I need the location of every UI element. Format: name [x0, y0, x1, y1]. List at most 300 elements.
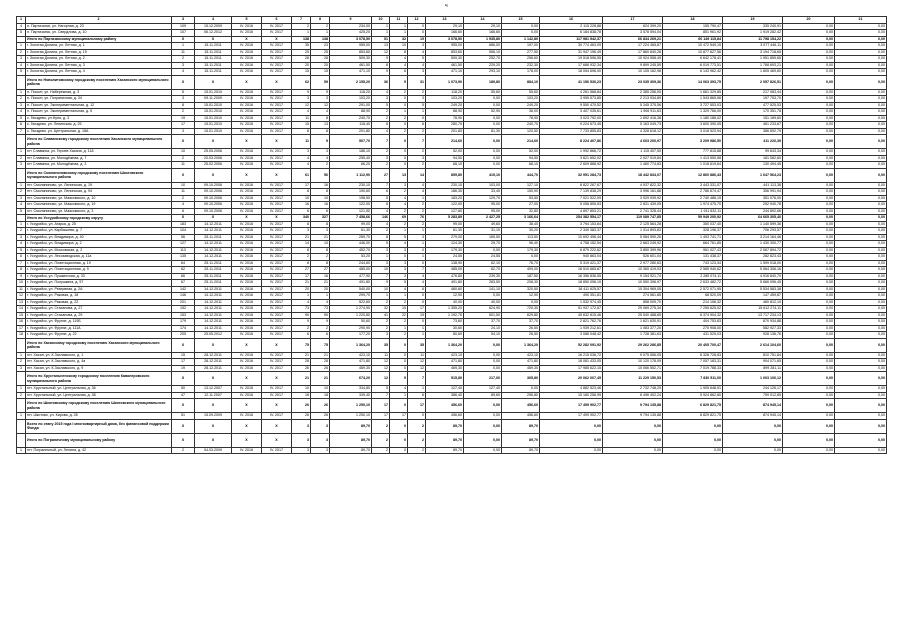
table-cell: 28: [311, 359, 330, 366]
table-cell: 2 427,25: [464, 215, 502, 222]
table-cell: 29,70: [464, 241, 502, 248]
table-cell: 20 062 007,45: [540, 372, 603, 386]
table-cell: X: [262, 168, 292, 182]
table-cell: 122,00: [426, 202, 464, 209]
table-cell: 49,60: [464, 221, 502, 228]
table-cell: 62: [292, 75, 311, 89]
table-cell: 6 374 904,32: [663, 312, 723, 319]
table-cell: X: [195, 372, 232, 386]
table-cell: 107: [172, 30, 195, 37]
address-cell: Всего по этапу 2015 года І многоквартирный дома, без финансовой поддержки Фонда: [26, 419, 172, 433]
table-cell: 94,50: [426, 155, 464, 162]
table-cell: 3: [408, 96, 426, 103]
table-cell: 16 356 836,55: [540, 273, 603, 280]
address-cell: с. Гвоздево, ул. Ленинская, д. 25: [26, 122, 172, 129]
table-cell: 15 612 274,11: [723, 306, 783, 313]
table-cell: 7 255 625,02: [663, 306, 723, 313]
table-cell: 0,00: [835, 109, 887, 116]
table-cell: 0,00: [502, 30, 540, 37]
table-cell: 274 561,85: [603, 293, 663, 300]
table-cell: 351 076,00: [723, 195, 783, 202]
table-cell: 0: [390, 135, 408, 149]
header-cell: 2: [26, 17, 172, 24]
table-cell: 2: [172, 56, 195, 63]
table-cell: IV. 2017: [262, 280, 292, 287]
address-cell: пгт. Хасан, ул. К.Заславского, д. 9: [26, 365, 172, 372]
table-cell: IV. 2017: [262, 254, 292, 261]
table-cell: 2: [292, 325, 311, 332]
table-cell: IV. 2017: [262, 319, 292, 326]
table-cell: 7 021 522,09: [540, 195, 603, 202]
table-cell: 99 643,34: [723, 149, 783, 156]
table-cell: 19: [408, 312, 426, 319]
table-cell: 0,00: [783, 433, 835, 447]
table-cell: [17, 168, 26, 182]
table-cell: 3: [292, 447, 311, 454]
table-cell: 99,00: [426, 221, 464, 228]
table-cell: 153: [172, 312, 195, 319]
table-cell: 16: [311, 182, 330, 189]
table-cell: IV. 2016: [232, 96, 262, 103]
address-cell: Итого по Пограничному муниципальному району: [26, 433, 172, 447]
table-cell: 1 805 469,60: [723, 69, 783, 76]
table-cell: IV. 2016: [232, 273, 262, 280]
table-cell: 170 351,78: [723, 109, 783, 116]
table-cell: 1 728 381,63: [603, 332, 663, 339]
table-cell: 15: [311, 69, 330, 76]
table-cell: IV. 2016: [232, 286, 262, 293]
table-cell: 24,55: [426, 254, 464, 261]
table-cell: IV. 2017: [262, 122, 292, 129]
table-cell: 327: [311, 215, 330, 222]
table-cell: X: [232, 36, 262, 43]
table-cell: 0,00: [783, 359, 835, 366]
table-cell: 0,00: [723, 419, 783, 433]
table-cell: 11: [372, 352, 390, 359]
table-cell: 51: [372, 36, 390, 43]
table-cell: 1 460 774,83: [603, 162, 663, 169]
table-cell: 4: [372, 89, 390, 96]
table-cell: 0,00: [783, 149, 835, 156]
table-cell: 10: [311, 241, 330, 248]
table-cell: 31,10: [464, 228, 502, 235]
table-cell: 0,00: [835, 247, 887, 254]
table-cell: IV. 2017: [262, 43, 292, 50]
table-cell: 624 399,20: [603, 23, 663, 30]
table-cell: 461,50: [426, 62, 464, 69]
table-cell: 2: [372, 447, 390, 454]
table-cell: 2 614 104,60: [723, 338, 783, 352]
table-cell: 356 991,94: [723, 189, 783, 196]
table-cell: 15.01.2010: [195, 102, 232, 109]
table-cell: X: [195, 338, 232, 352]
table-cell: IV. 2017: [262, 312, 292, 319]
table-cell: 4: [390, 286, 408, 293]
table-cell: 150,90: [502, 189, 540, 196]
table-cell: 1 661 329,85: [663, 89, 723, 96]
table-cell: 0,00: [783, 286, 835, 293]
table-cell: 6: [311, 332, 330, 339]
table-cell: 743 123,34: [663, 260, 723, 267]
table-cell: 10 550 396,97: [603, 280, 663, 287]
table-cell: 0,00: [783, 372, 835, 386]
address-cell: г. Уссурийск, ул. Плантационная, д. 19: [26, 260, 172, 267]
table-cell: 186,30: [426, 189, 464, 196]
table-cell: 2: [172, 195, 195, 202]
table-cell: 73: [311, 306, 330, 313]
table-cell: IV. 2017: [262, 149, 292, 156]
table-cell: 0,00: [783, 195, 835, 202]
table-cell: 1: [408, 386, 426, 393]
table-cell: 4: [17, 23, 26, 30]
address-cell: г. Уссурийск, ул. Агарка, д. 25: [26, 221, 172, 228]
table-cell: 9: [372, 69, 390, 76]
table-cell: 2: [408, 221, 426, 228]
table-cell: 18 442 834,07: [603, 168, 663, 182]
table-cell: 103,00: [464, 182, 502, 189]
address-cell: п. Посьет, ул. Экспериментальная, д. 5: [26, 109, 172, 116]
table-cell: 26: [292, 413, 311, 420]
table-cell: 0,00: [464, 96, 502, 103]
table-cell: IV. 2016: [232, 208, 262, 215]
table-cell: IV. 2017: [262, 182, 292, 189]
table-cell: 2: [408, 419, 426, 433]
table-cell: 0: [408, 247, 426, 254]
table-cell: 3: [408, 69, 426, 76]
table-cell: 3: [372, 332, 390, 339]
table-cell: 2: [390, 299, 408, 306]
table-cell: X: [232, 338, 262, 352]
table-cell: 25: [292, 49, 311, 56]
table-cell: 2: [17, 96, 26, 103]
table-cell: 1: [17, 89, 26, 96]
table-cell: 52,00: [502, 149, 540, 156]
table-cell: 2: [408, 433, 426, 447]
table-cell: 61,30: [426, 228, 464, 235]
table-cell: 485,00: [330, 267, 372, 274]
table-cell: 3: [172, 96, 195, 103]
table-cell: 350 037,40: [663, 221, 723, 228]
table-cell: 15.11.2011: [195, 69, 232, 76]
table-cell: 147 459,87: [723, 293, 783, 300]
table-cell: 0,00: [835, 182, 887, 189]
table-cell: 10 304 969,05: [603, 286, 663, 293]
table-cell: 17 499 902,77: [540, 399, 603, 413]
table-cell: 2: [17, 359, 26, 366]
table-cell: 0,00: [835, 325, 887, 332]
table-cell: 3 955 573,85: [540, 96, 603, 103]
table-cell: 21: [311, 352, 330, 359]
table-cell: 3: [390, 267, 408, 274]
table-cell: 27: [311, 267, 330, 274]
table-cell: 853,60: [330, 49, 372, 56]
table-cell: 17: [172, 359, 195, 366]
table-cell: 217 083,44: [723, 89, 783, 96]
table-cell: 60 149 115,84: [663, 36, 723, 43]
table-cell: 256,60: [502, 56, 540, 63]
address-cell: пгт Славянка, ул. Молодёжная, д. 7: [26, 155, 172, 162]
table-cell: 3 078,50: [330, 36, 372, 43]
table-cell: IV. 2016: [232, 413, 262, 420]
table-cell: 3 578 594,04: [603, 30, 663, 37]
table-cell: 0,00: [464, 413, 502, 420]
table-cell: 3: [17, 162, 26, 169]
table-cell: 8: [172, 102, 195, 109]
table-cell: 0,00: [835, 202, 887, 209]
address-cell: г. Уссурийск, ул. Фрунзе, д. 111А: [26, 325, 172, 332]
table-cell: 4 328 618,12: [603, 128, 663, 135]
table-cell: 15.11.2011: [195, 49, 232, 56]
table-cell: 0,00: [783, 280, 835, 287]
table-cell: 477,90: [330, 273, 372, 280]
table-cell: 201,80: [426, 128, 464, 135]
table-cell: 0,00: [464, 293, 502, 300]
table-cell: 339,40: [330, 392, 372, 399]
table-cell: 0,00: [783, 447, 835, 454]
table-cell: 09.10.2006: [195, 189, 232, 196]
table-cell: 26,50: [502, 332, 540, 339]
table-cell: 2: [408, 208, 426, 215]
table-cell: X: [232, 372, 262, 386]
table-cell: 15: [17, 312, 26, 319]
table-cell: 14.12.2011: [195, 293, 232, 300]
table-cell: 0,00: [835, 267, 887, 274]
table-cell: 19 518 596,55: [540, 56, 603, 63]
table-cell: 0,00: [783, 115, 835, 122]
table-cell: 0,00: [540, 433, 603, 447]
table-cell: 0,00: [835, 241, 887, 248]
table-cell: 0,00: [464, 338, 502, 352]
table-cell: 4 916 840,70: [723, 273, 783, 280]
table-cell: 15.12.2009: [195, 23, 232, 30]
table-cell: 3: [372, 247, 390, 254]
table-cell: X: [232, 135, 262, 149]
table-cell: 56: [311, 168, 330, 182]
table-cell: 4: [408, 280, 426, 287]
table-cell: 1 939 212,61: [540, 325, 603, 332]
table-cell: X: [262, 372, 292, 386]
table-cell: 61,30: [330, 228, 372, 235]
table-cell: 29 069 275,34: [603, 306, 663, 313]
table-cell: 0,00: [835, 75, 887, 89]
table-cell: 6 879 222,62: [540, 247, 603, 254]
table-cell: 5: [390, 280, 408, 287]
table-cell: 10: [172, 182, 195, 189]
table-cell: 446,00: [330, 241, 372, 248]
table-cell: 2: [372, 162, 390, 169]
table-cell: 0,00: [835, 23, 887, 30]
table-cell: [17, 399, 26, 413]
table-cell: 3: [311, 433, 330, 447]
table-cell: 0,00: [783, 399, 835, 413]
table-cell: 0,00: [835, 352, 887, 359]
table-cell: 4: [390, 202, 408, 209]
table-cell: 80,60: [426, 332, 464, 339]
address-cell: г. Золотая Долина, ул. Летняя, д. 1: [26, 43, 172, 50]
table-cell: 229,20: [464, 62, 502, 69]
table-cell: 0: [390, 155, 408, 162]
table-cell: 14.12.2011: [195, 247, 232, 254]
table-cell: 3: [311, 149, 330, 156]
table-cell: 1: [390, 23, 408, 30]
table-cell: 2: [408, 202, 426, 209]
table-cell: 09.11.2009: [195, 96, 232, 103]
address-cell: пгт. Смоляниново, ул. Маяковского, д. 10: [26, 195, 172, 202]
table-cell: 0: [390, 352, 408, 359]
table-cell: 19: [172, 365, 195, 372]
table-cell: 0,00: [783, 89, 835, 96]
address-cell: г. Золотая Долина, ул. Летняя, д. 4: [26, 69, 172, 76]
table-cell: 16 215 036,72: [540, 352, 603, 359]
header-cell: 5: [232, 17, 262, 24]
table-cell: 0,00: [723, 447, 783, 454]
table-cell: 2: [17, 155, 26, 162]
table-cell: 119 089 747,85: [603, 215, 663, 222]
table-cell: 1: [390, 30, 408, 37]
table-cell: 14.12.2011: [195, 286, 232, 293]
table-cell: 540,00: [330, 286, 372, 293]
table-cell: 3: [311, 228, 330, 235]
table-cell: 940 863,04: [540, 254, 603, 261]
table-cell: 04.03.2009: [195, 447, 232, 454]
table-cell: 491,80: [426, 280, 464, 287]
table-cell: IV. 2016: [232, 162, 262, 169]
address-cell: г. Уссурийск, ул. Московская, д. 2: [26, 247, 172, 254]
table-cell: 461 233,67: [723, 122, 783, 129]
table-cell: 0,00: [502, 299, 540, 306]
table-cell: X: [172, 419, 195, 433]
table-cell: 2 663 249,92: [603, 241, 663, 248]
table-cell: 1 692 416,38: [603, 115, 663, 122]
table-cell: 14.12.2011: [195, 319, 232, 326]
table-cell: 0: [390, 433, 408, 447]
table-cell: 0,00: [464, 447, 502, 454]
table-cell: 4: [172, 202, 195, 209]
table-cell: 1: [372, 254, 390, 261]
header-cell: 6: [262, 17, 292, 24]
table-cell: 3: [17, 56, 26, 63]
table-cell: 955,00: [426, 43, 464, 50]
table-cell: 4 882 523,46: [540, 386, 603, 393]
table-cell: IV. 2016: [232, 392, 262, 399]
table-cell: 18: [17, 332, 26, 339]
table-cell: 386,40: [426, 392, 464, 399]
table-cell: 52,90: [464, 109, 502, 116]
table-cell: 68,10: [502, 162, 540, 169]
table-cell: 10: [292, 195, 311, 202]
table-cell: 0,00: [603, 433, 663, 447]
table-cell: 6: [408, 392, 426, 399]
table-cell: 340: [292, 215, 311, 222]
table-cell: 25.05.2012: [195, 332, 232, 339]
table-cell: 27: [372, 168, 390, 182]
header-cell: 10: [372, 17, 390, 24]
table-cell: IV. 2017: [262, 49, 292, 56]
table-cell: 1: [408, 325, 426, 332]
table-cell: 409,00: [502, 267, 540, 274]
table-cell: 3 727 553,03: [663, 102, 723, 109]
table-cell: X: [232, 215, 262, 222]
table-cell: 5: [408, 56, 426, 63]
table-cell: 17 499 902,77: [540, 413, 603, 420]
table-cell: 1 905 648,91: [663, 386, 723, 393]
table-cell: 3 018 523,94: [663, 128, 723, 135]
table-cell: 431 525,03: [663, 332, 723, 339]
table-cell: 16: [311, 273, 330, 280]
table-cell: 0,00: [783, 312, 835, 319]
table-cell: 0,00: [783, 299, 835, 306]
table-cell: 89,70: [426, 447, 464, 454]
table-cell: 249,20: [426, 102, 464, 109]
table-cell: 9 550 470,52: [540, 102, 603, 109]
table-cell: 810 751,84: [723, 352, 783, 359]
table-cell: 277,50: [502, 49, 540, 56]
table-cell: 3: [408, 155, 426, 162]
table-cell: 2 057 826,51: [723, 75, 783, 89]
table-cell: 17: [172, 122, 195, 129]
table-cell: 8: [311, 247, 330, 254]
table-cell: 5: [172, 89, 195, 96]
table-cell: IV. 2017: [262, 332, 292, 339]
table-cell: 41: [372, 312, 390, 319]
table-cell: 230,10: [330, 182, 372, 189]
table-cell: 197 753,70: [723, 96, 783, 103]
table-cell: IV. 2017: [262, 247, 292, 254]
table-cell: 12: [311, 102, 330, 109]
table-cell: 28.12.2011: [195, 359, 232, 366]
table-cell: 240,70: [502, 122, 540, 129]
table-cell: 0,00: [835, 162, 887, 169]
address-cell: пгт Славянка, ул. Героев Хасана, д. 118: [26, 149, 172, 156]
table-cell: 1 621 630,91: [603, 319, 663, 326]
table-cell: 95,00: [464, 202, 502, 209]
table-cell: 3: [311, 447, 330, 454]
table-cell: 12: [372, 49, 390, 56]
table-cell: 0,00: [835, 447, 887, 454]
table-cell: 66,20: [330, 162, 372, 169]
table-cell: 0,00: [783, 128, 835, 135]
table-cell: 9: [311, 135, 330, 149]
table-cell: 456,60: [502, 399, 540, 413]
table-cell: 1 355,20: [426, 306, 464, 313]
table-cell: 69: [390, 215, 408, 222]
table-cell: 4: [372, 221, 390, 228]
address-cell: п. Партизанск, ул. Нагорная, д. 23: [26, 23, 172, 30]
table-cell: 15 180 256,99: [540, 392, 603, 399]
table-cell: 1: [372, 23, 390, 30]
table-cell: IV. 2016: [232, 182, 262, 189]
table-cell: IV. 2016: [232, 195, 262, 202]
table-cell: 15.01.2010: [195, 115, 232, 122]
table-cell: 0,00: [723, 433, 783, 447]
table-cell: 0,00: [783, 241, 835, 248]
table-cell: 99,00: [330, 221, 372, 228]
table-cell: IV. 2016: [232, 23, 262, 30]
table-cell: 21: [292, 280, 311, 287]
table-cell: 904 071,65: [723, 359, 783, 366]
table-cell: 0,00: [835, 392, 887, 399]
table-cell: 09.10.2006: [195, 202, 232, 209]
table-cell: IV. 2016: [232, 260, 262, 267]
table-cell: X: [195, 215, 232, 222]
table-cell: 14 063 393,75: [663, 75, 723, 89]
table-row: [17, 447, 887, 454]
table-cell: 18 081 433,05: [540, 359, 603, 366]
table-cell: 183: [172, 221, 195, 228]
table-cell: 12: [372, 365, 390, 372]
table-cell: 461,50: [330, 62, 372, 69]
table-cell: 165,50: [464, 234, 502, 241]
